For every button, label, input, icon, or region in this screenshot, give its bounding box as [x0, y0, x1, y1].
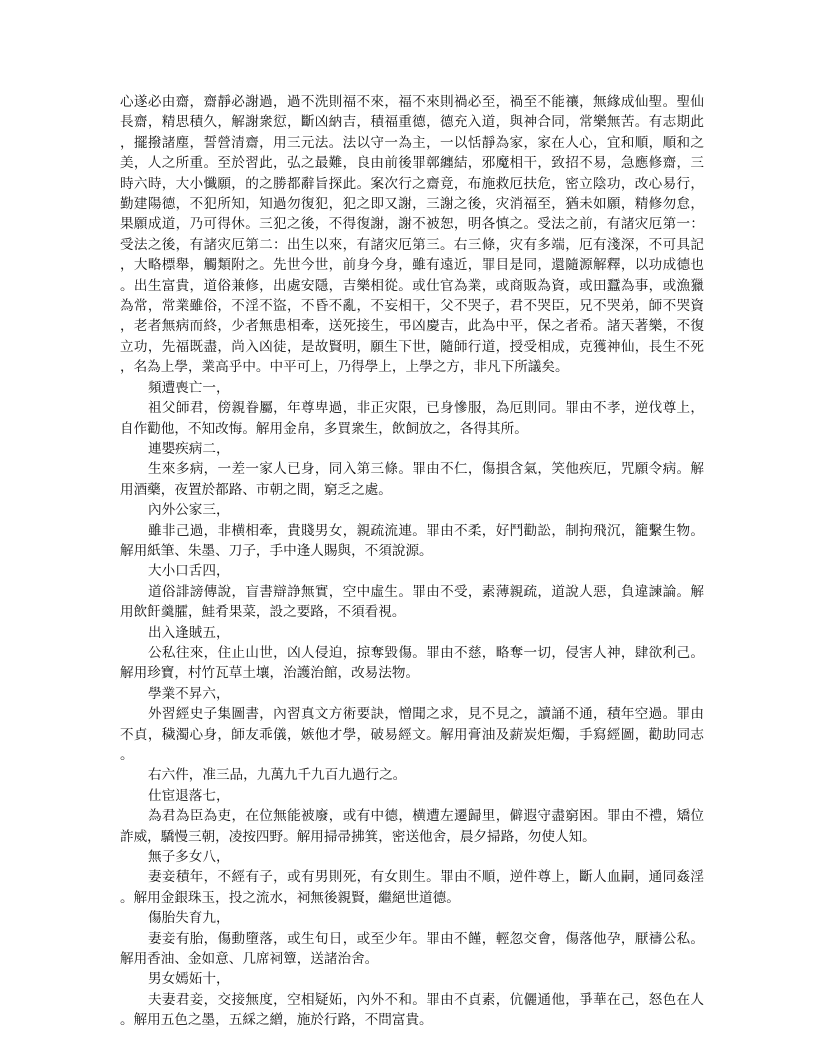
section-heading: 仕宦退落七， [148, 787, 230, 804]
section-heading: 大小口舌四， [148, 563, 230, 580]
section-9 [120, 908, 704, 969]
section-10 [120, 969, 704, 1030]
summary-note [120, 765, 704, 785]
section-3 [120, 500, 704, 561]
section-heading: 內外公家三， [148, 502, 230, 519]
section-heading: 連嬰疾病二， [148, 440, 230, 457]
section-body: 妻妾有胎，傷動墮落，或生旬日，或至少年。罪由不饉，輕忽交會，傷落他孕，厭禱公私。解用香油、金如意、几席祠簟，送諸治舍。 [120, 930, 704, 968]
section-heading: 男女嫣妬十， [148, 971, 230, 988]
section-heading: 無子多女八， [148, 849, 230, 866]
summary-line: 右六件，准三品，九萬九千九百九過行之。 [148, 767, 407, 784]
section-7 [120, 786, 704, 847]
section-body: 夫妻君妾，交接無度，空相疑妬，內外不和。罪由不貞素，伉儷通他，爭華在己，怒色在人。解用五色之墨，五綵之繒，施於行路，不問富貴。 [120, 991, 704, 1029]
section-1 [120, 378, 704, 439]
section-8 [120, 847, 704, 908]
intro-paragraph: 心遂必由齋，齋靜必謝過，過不洗則福不來，福不來則禍必至，禍至不能禳，無緣成仙聖。聖仙長齋，精思積久，解謝衆愆，斷凶納吉，積福重德，德充入道，與神合同，常樂無苦。有志期此，擺撥諸塵，誓營清齋，用三元法。法以守一為主，一以恬靜為家，家在人心，宜和順，順和之美，人之所重。至於習此，弘之最難，良由前後罪鄣纏結，邪魔相干，致招不易，急應修齋，三時六時，大小懺願，的之勝都辭旨探此。案次行之齋竟，布施救厄扶危，密立陰功，改心易行，勤建陽德，不犯所知，知過勿復犯，犯之即又謝，三謝之後，灾消福至，猶未如願，精修勿怠，果願成道，乃可得休。三犯之後，不得復謝，謝不被恕，明各慎之。受法之前，有諸灾厄第一：受法之後，有諸灾厄第二：出生以來，有諸灾厄第三。右三條，灾有多端，厄有淺深，不可具記，大略標舉，觸類附之。先世今世，前身今身，雖有遠近，罪目是同，還隨源解釋，以功成德也。出生富貴，道俗兼修，出處安隱，吉樂相從。或仕官為業，或商販為資，或田蠶為事，或漁獵為常，常業雖俗，不淫不盜，不昏不亂，不妄相干，父不哭子，君不哭臣，兄不哭弟，師不哭資，老者無病而終，少者無患相牽，送死接生，弔凶慶吉，此為中平，保之者希。諸天著樂，不復立功，先福既盡，尚入凶徒，是故賢明，願生下世，隨師行道，授受相成，克獲神仙，長生不死，名為上學，業高乎中。中平可上，乃得學上，上學之方，非凡下所議矣。 [120, 94, 704, 376]
section-body: 祖父師君，傍親眷屬，年尊卑過，非正灾限，已身慘服，為厄則同。罪由不孝，逆伐尊上，自作勸他，不知改悔。解用金帛，多買衆生，飲飼放之，各得其所。 [120, 400, 704, 437]
section-body: 為君為臣為吏，在位無能被廢，或有中德，横遭左遷歸里，僻遐守盡窮困。罪由不禮，矯位詐威，驕慢三朝，凌按四野。解用掃帚拂箕，密送他舍，晨夕掃路，勿使人知。 [120, 808, 704, 845]
section-5 [120, 623, 704, 684]
section-body: 雖非己過，非横相牽，貴賤男女，親疏流連。罪由不柔，好鬥勸訟，制拘飛沉，籠繫生物。解用紙筆、朱墨、刀子，手中逢人賜與，不須說源。 [120, 522, 704, 559]
section-body: 生來多病，一差一家人已身，同入第三條。罪由不仁，傷損含氣，笑他疾厄，咒願令病。解用酒藥，夜置於都路、市朝之間，窮乏之處。 [120, 461, 704, 498]
section-heading: 頻遭喪亡一， [148, 379, 230, 396]
section-body: 妻妾積年，不經有子，或有男則死，有女則生。罪由不順，逆件尊上，斷人血嗣，通同姦淫。解用金銀珠玉，投之流水，祠無後親賢，繼絕世道德。 [120, 869, 704, 906]
section-4 [120, 561, 704, 622]
section-body: 外習經史子集圖書，內習真文方術要訣，憎聞之求，見不見之，讀誦不通，積年空過。罪由不貞，穢濁心身，師友乖儀，嫉他才學，破易經文。解用膏油及薪炭炬燭，手寫經圖，勸助同志。 [120, 706, 704, 763]
section-2 [120, 439, 704, 500]
section-heading: 傷胎失育九， [148, 910, 230, 927]
section-body: 道俗誹謗傳說，盲書辯諍無實，空中虛生。罪由不受，素薄親疏，道說人惡，負違諫論。解用飲飦羹臛，鮭肴果菜，設之要路，不須看視。 [120, 583, 704, 621]
section-6 [120, 684, 704, 766]
section-body: 公私往來，住止山世，凶人侵迫，掠奪毀傷。罪由不慈，略奪一切，侵害人神，肆欲利己。解用珍寶，村竹瓦草土壤，治護治館，改易法物。 [120, 644, 704, 682]
section-heading: 出入逢賊五， [148, 624, 230, 641]
section-heading: 學業不昇六， [148, 685, 230, 702]
